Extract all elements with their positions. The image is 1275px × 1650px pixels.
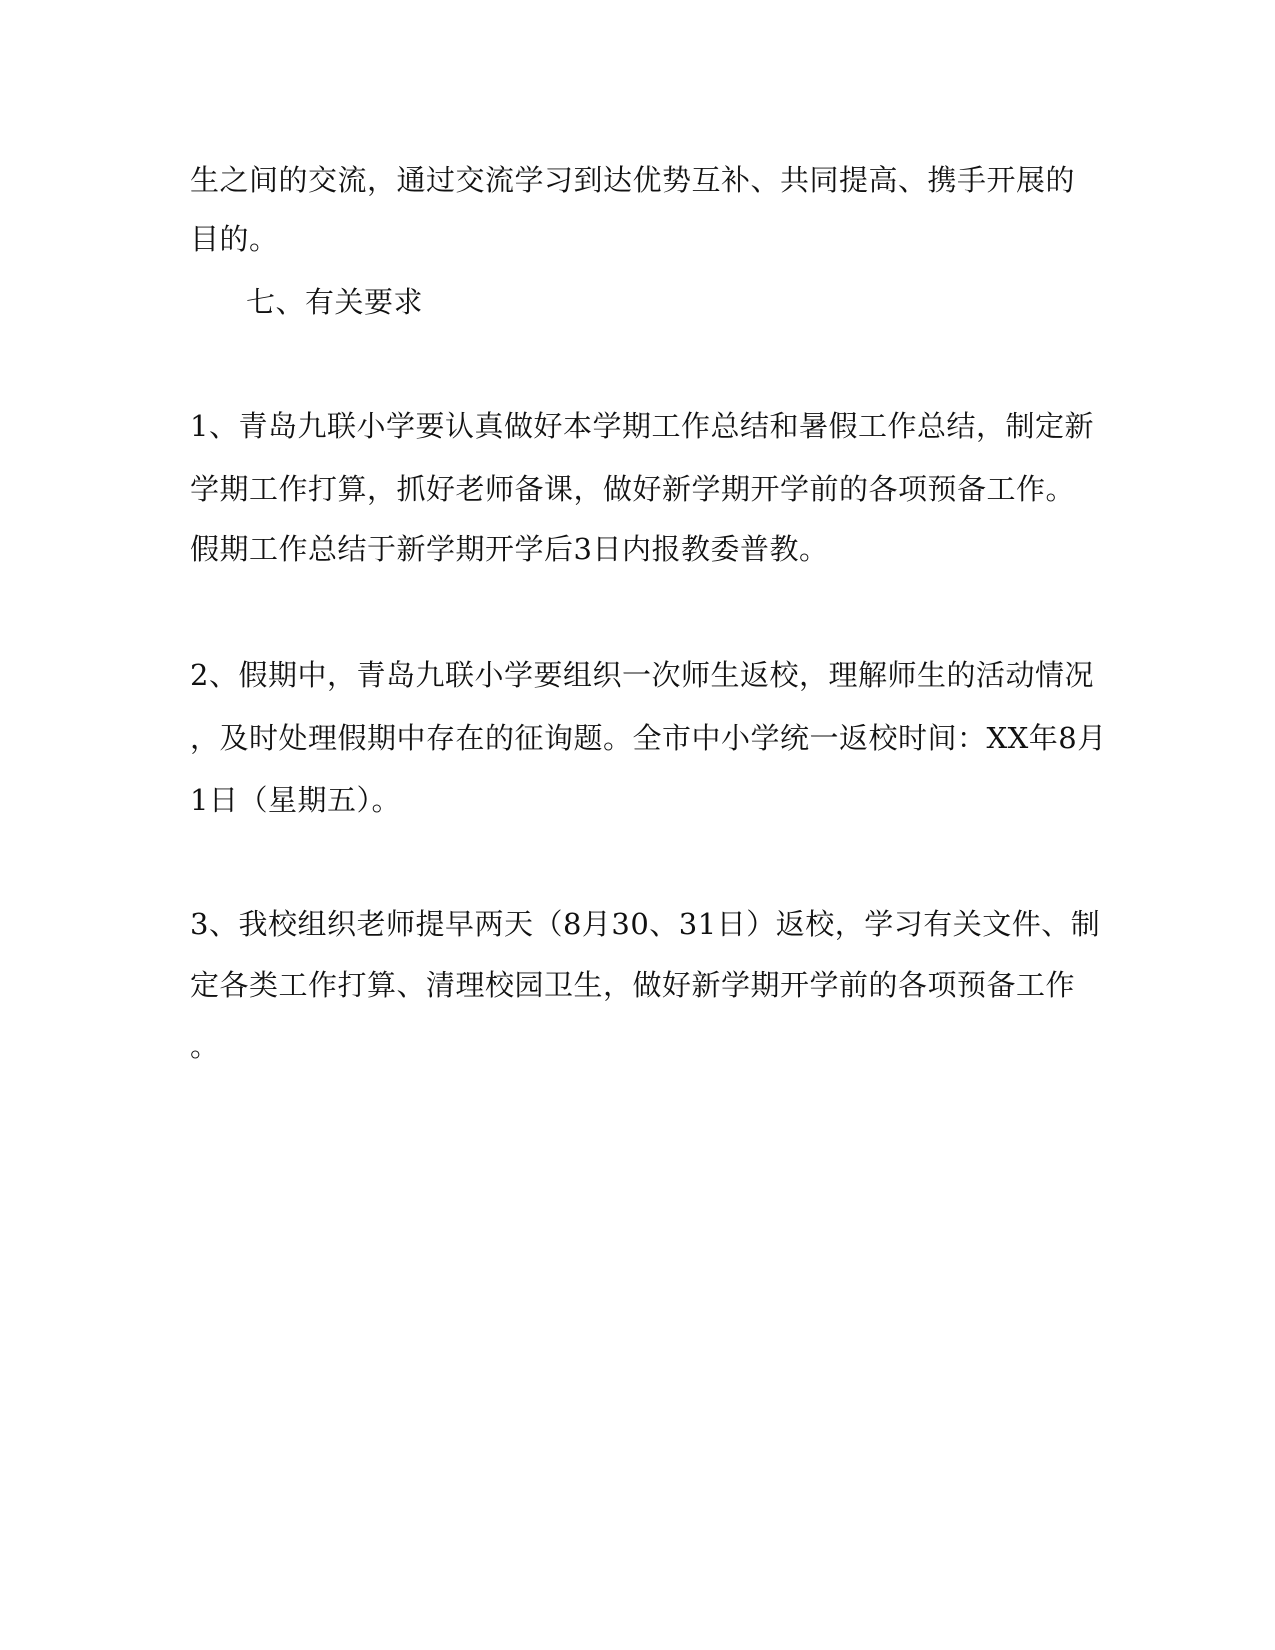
text-line: 假期工作总结于新学期开学后3日内报教委普教。: [190, 532, 829, 566]
text-line: 1日（星期五）。: [190, 783, 401, 817]
text-line: ，及时处理假期中存在的征询题。全市中小学统一返校时间：XX年8月: [190, 721, 1107, 755]
text-line: 生之间的交流，通过交流学习到达优势互补、共同提高、携手开展的: [190, 163, 1076, 197]
text-line: 。: [190, 1029, 220, 1063]
text-line: 学期工作打算，抓好老师备课，做好新学期开学前的各项预备工作。: [190, 472, 1076, 506]
text-line: 定各类工作打算、清理校园卫生，做好新学期开学前的各项预备工作: [190, 968, 1076, 1002]
text-line: 1、青岛九联小学要认真做好本学期工作总结和暑假工作总结，制定新: [190, 409, 1094, 443]
text-line: 2、假期中，青岛九联小学要组织一次师生返校，理解师生的活动情况: [190, 658, 1094, 692]
text-line: 3、我校组织老师提早两天（8月30、31日）返校，学习有关文件、制: [190, 907, 1101, 941]
section-heading: 七、有关要求: [246, 285, 424, 319]
text-line: 目的。: [190, 222, 279, 256]
